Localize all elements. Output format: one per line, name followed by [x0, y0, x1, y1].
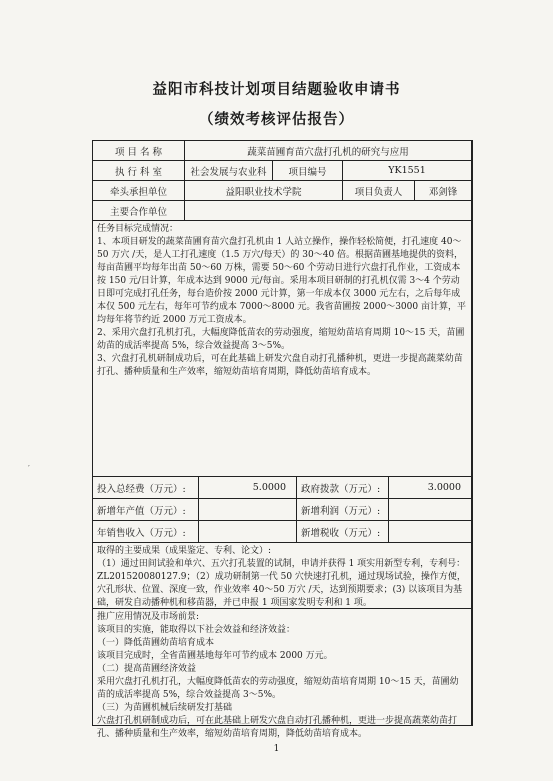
margin-mark: ′ [28, 464, 30, 473]
task-paragraph-2: 2、采用穴盘打孔机打孔，大幅度降低苗农的劳动强度，缩短幼苗培育周期 10～15 天，苗圃幼苗的成活率提高 5%，综合效益提高 3～5%。 [97, 328, 465, 351]
promotion-paragraph-1: 该项目的实施，能取得以下社会效益和经济效益： [97, 625, 296, 635]
promotion-paragraph-7: 穴盘打孔机研制成功后，可在此基础上研发穴盘自动打孔播种机，更进一步提高蔬菜幼苗打孔、播种质量和生产效率，缩短幼苗培育周期，降低幼苗培育成本。 [97, 716, 458, 739]
main-partner-label: 主要合作单位 [93, 201, 185, 221]
annual-sales-label: 年销售收入（万元）: [93, 521, 199, 543]
application-table [92, 140, 473, 739]
gov-funding-label: 政府拨款（万元）: [297, 477, 389, 499]
lead-unit-label: 牵头承担单位 [93, 181, 185, 201]
document-title: 益阳市科技计划项目结题验收申请书 [152, 81, 401, 98]
project-name-value: 蔬菜苗圃育苗穴盘打孔机的研究与应用 [185, 141, 472, 161]
task-paragraph-3: 3、穴盘打孔机研制成功后，可在此基础上研发穴盘自动打孔播种机，更进一步提高蔬菜幼苗打孔、播种质量和生产效率，缩短幼苗培育周期，降低幼苗培育成本。 [97, 354, 463, 377]
lead-unit-value: 益阳职业技术学院 [185, 181, 343, 201]
main-results-title: 取得的主要成果（成果鉴定、专利、论文）: [97, 546, 272, 556]
promotion-title: 推广应用情况及市场前景: [97, 612, 200, 622]
investment-label: 投入总经费（万元）: [93, 477, 199, 499]
exec-office-label: 执 行 科 室 [93, 161, 185, 181]
task-completion-block [93, 221, 472, 477]
annual-sales-value [199, 521, 297, 543]
project-no-label: 项目编号 [273, 161, 343, 181]
main-partner-value [185, 201, 472, 221]
investment-value: 5.0000 [199, 477, 297, 499]
promotion-paragraph-6: （三）为苗圃机械后续研发打基础 [97, 703, 233, 713]
new-tax-label: 新增税收（万元）: [297, 521, 389, 543]
project-leader-label: 项目负责人 [343, 181, 415, 201]
promotion-paragraph-4: （二）提高苗圃经济效益 [97, 664, 197, 674]
promotion-paragraph-3: 该项目完成时，全省苗圃基地每年可节约成本 2000 万元。 [97, 651, 333, 661]
promotion-paragraph-5: 采用穴盘打孔机打孔，大幅度降低苗农的劳动强度，缩短幼苗培育周期 10～15 天，苗圃幼苗的成活率提高 5%，综合效益提高 3～5%。 [97, 677, 459, 700]
new-output-value [199, 499, 297, 521]
document-subtitle: （绩效考核评估报告） [199, 111, 354, 128]
new-profit-label: 新增利润（万元）: [297, 499, 389, 521]
new-output-label: 新增年产值（万元）: [93, 499, 199, 521]
page-number: 1 [273, 744, 280, 754]
new-tax-value [389, 521, 472, 543]
task-paragraph-1: 1、本项目研发的蔬菜苗圃育苗穴盘打孔机由 1 人站立操作，操作轻松简便，打孔速度 40～50 万穴 /天，是人工打孔速度（1.5 万穴/每天）的 30～40 倍。根据苗圃基地提供的资料，每亩苗圃平均每年出苗 50～60 万株，需要 50～60 个劳动日进行穴盘打孔作业，工资成本按 150 元/日计算，年成本达到 9000 元/每亩。采用本项目研制的打孔机仅需 3～4 个劳动日即可完成打孔任务，每台造价按 2000 元计算，第一年成本仅 3000 元左右，之后每年成本仅 500 元左右，每年可节约成本 7000～8000 元。我省苗圃按 2000～3000 亩计算，平均每年将节约近 2000 万元工资成本。 [97, 237, 466, 325]
project-name-label: 项 目 名 称 [93, 141, 185, 161]
new-profit-value [389, 499, 472, 521]
gov-funding-value: 3.0000 [389, 477, 472, 499]
project-no-value: YK1551 [343, 161, 472, 181]
main-results-text: （1）通过田间试验和单穴、五穴打孔装置的试制，申请并获得 1 项实用新型专利，专利号：ZL201520080127.9；（2）成功研制第一代 50 穴快速打孔机，通过现场试验，操作方便，穴孔形状、位置、深度一致，作业效率 40～50 万穴 /天，达到预期要求；(3) 以该项目为基础，研发自动播种机和移苗器，并已申报 1 项国家发明专利和 1 项。 [97, 559, 466, 608]
main-results-block [93, 543, 472, 609]
project-leader-value: 邓剑锋 [415, 181, 472, 201]
exec-office-value: 社会发展与农业科 [185, 161, 273, 181]
task-completion-title: 任务目标完成情况： [97, 224, 179, 234]
promotion-paragraph-2: （一）降低苗圃幼苗培育成本 [97, 638, 215, 648]
promotion-block [93, 609, 472, 739]
